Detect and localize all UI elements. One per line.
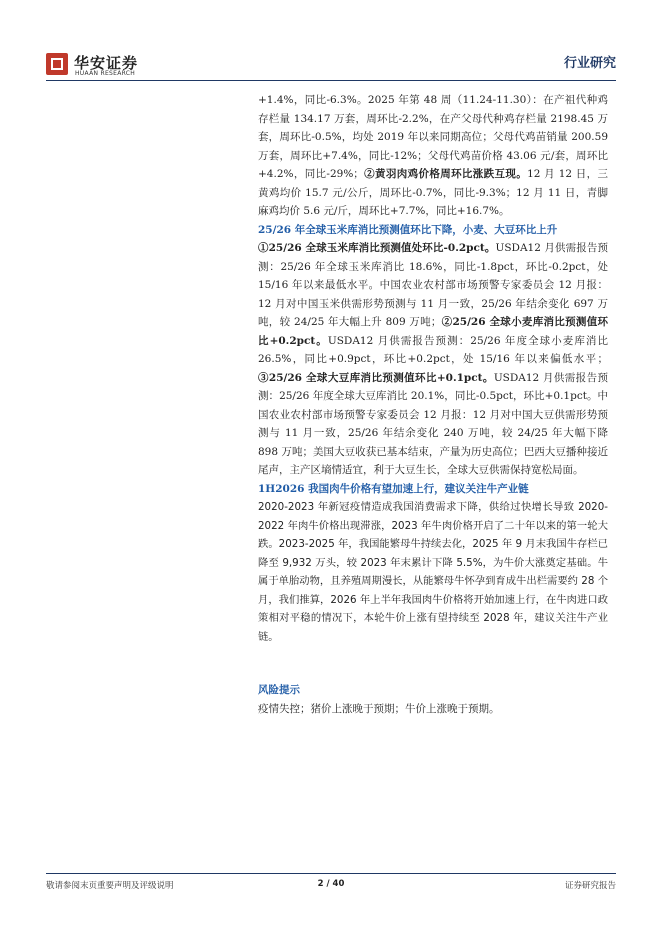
- footer-report-type: 证券研究报告: [564, 881, 616, 891]
- section-heading-cattle: 1H2026 我国肉牛价格有望加速上行，建议关注牛产业链: [258, 482, 529, 495]
- section-heading-risk: 风险提示: [258, 684, 300, 696]
- paragraph-risk: 疫情失控；猪价上涨晚于预期；牛价上涨晚于预期。: [258, 702, 500, 715]
- paragraph-broiler: [258, 91, 608, 221]
- page-number: 2 / 40: [317, 879, 345, 889]
- bold-point: ②黄羽肉鸡价格周环比涨跌互现。: [363, 168, 528, 180]
- main-content: [258, 91, 608, 718]
- section-heading-grain: 25/26 年全球玉米库消比预测值环比下降，小麦、大豆环比上升: [258, 223, 558, 236]
- company-logo: [46, 53, 68, 75]
- spacer: [258, 646, 608, 681]
- brand-name: 华安证券: [74, 54, 139, 72]
- bold-point: ①25/26 全球玉米库消比预测值处环比-0.2pct。: [258, 242, 496, 254]
- paragraph-cattle: 2020-2023 年新冠疫情造成我国消费需求下降，供给过快增长导致 2020-2022 年肉牛价格出现滞涨，2023 年牛肉价格开启了二十年以来的第一轮大跌。2023-2025 年，我国能繁母牛持续去化，2025 年 9 月末我国牛存栏已降至 9,932 万头，较 2023 年末累计下降 5.5%，为牛价大涨奠定基础。牛属于单胎动物，且养殖周期漫长，从能繁母牛怀孕到育成牛出栏需要约 28 个月，我们推算，2026 年上半年我国肉牛价格将开始加速上行，在牛肉进口政策相对平稳的情况下，本轮牛价上涨有望持续至 2028 年，建议关注牛产业链。: [258, 501, 608, 643]
- doc-type-label: 行业研究: [563, 56, 616, 71]
- paragraph-text: USDA12 月供需报告预测：25/26 年全球玉米库消比 18.6%，同比-1.8pct，环比-0.2pct，处 15/16 年以来最低水平。中国农业农村部市场预警专家委员会 12 月报：12 月对中国玉米供需形势预测与 11 月一致，25/26 年结余变化 697 万吨，较 24/25 年大幅上升 809 万吨；: [258, 242, 608, 328]
- paragraph-text: USDA12 月供需报告预测：25/26 年度全球大豆库消比 20.1%，同比-0.5pct，环比+0.1pct。中国农业农村部市场预警专家委员会 12 月报：12 月对中国大豆供需形势预测与 11 月一致，25/26 年结余变化 240 万吨，较 24/25 年大幅下降 898 万吨；美国大豆收获已基本结束，产量为历史高位；巴西大豆播种接近尾声，主产区墒情适宜，利于大豆生长，全球大豆供需保持宽松局面。: [258, 371, 608, 476]
- paragraph-text: +1.4%，同比-6.3%。2025 年第 48 周（11.24-11.30）：在产祖代种鸡存栏量 134.17 万套，周环比-2.2%，在产父母代种鸡存栏量 2198.45 万套，周环比-0.5%，均处 2019 年以来同期高位；父母代鸡苗销量 200.59 万套，周环比+7.4%，同比-12%；父母代鸡苗价格 43.06 元/套，周环比+4.2%，同比-29%；: [258, 94, 608, 180]
- footer-rule: [46, 873, 616, 874]
- footer-disclaimer: 敬请参阅末页重要声明及评级说明: [46, 881, 174, 891]
- paragraph-text: 12 月 12 日，三黄鸡均价 15.7 元/公斤，周环比-0.7%，同比-9.3%；12 月 11 日，青脚麻鸡均价 5.6 元/斤，周环比+7.7%，同比+16.7%。: [258, 168, 608, 217]
- bold-point: ②25/26 全球小麦库消比预测值环比+0.2pct。: [258, 316, 609, 347]
- header-rule: [46, 80, 616, 81]
- bold-point: ③25/26 全球大豆库消比预测值环比+0.1pct。: [258, 371, 494, 384]
- brand-name-en: HUAAN RESEARCH: [75, 70, 136, 77]
- paragraph-text: USDA12 月供需报告预测：25/26 年度全球小麦库消比 26.5%，同比+0.9pct，环比+0.2pct，处 15/16 年以来偏低水平；: [258, 334, 608, 365]
- paragraph-grain: [258, 239, 608, 480]
